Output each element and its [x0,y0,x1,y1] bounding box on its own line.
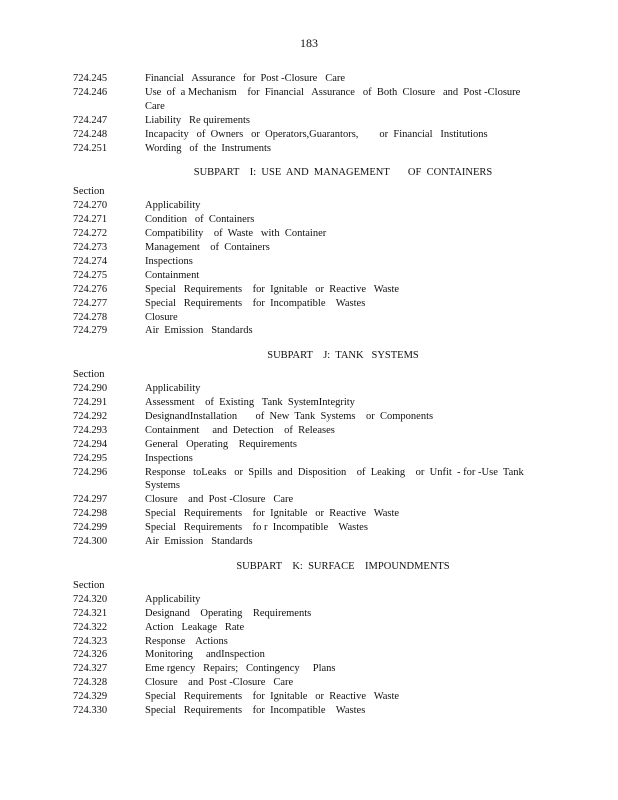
section-number: 724.330 [73,705,108,717]
toc-entry [73,493,533,507]
section-title: Special Requirements for Ignitable or Reactive Waste [145,508,400,520]
section-title: Applicability [145,200,201,212]
toc-entry [73,86,533,114]
toc-entry [73,635,533,649]
toc-entry [73,621,533,635]
section-number: 724.276 [73,283,108,295]
toc-entry [73,466,533,494]
toc-entry [73,311,533,325]
section-number: 724.295 [73,452,108,464]
section-number: 724.278 [73,311,108,323]
section-number: 724.246 [73,86,108,98]
toc-entry [73,438,533,452]
section-title: Inspections [145,452,193,464]
section-number: 724.296 [73,466,108,478]
toc-entry [73,662,533,676]
section-number: 724.277 [73,297,108,309]
toc-entry [73,255,533,269]
toc-entry [73,452,533,466]
section-title: Containment [145,269,200,281]
section-title: Management of Containers [145,241,270,253]
toc-entry [73,227,533,241]
table-of-contents [73,72,533,718]
section-title: Compatibility of Waste with Container [145,228,327,240]
toc-entry [73,283,533,297]
section-number: 724.300 [73,536,108,548]
section-title: Special Requirements for Incompatible Wastes [145,705,366,717]
section-number: 724.297 [73,494,108,506]
section-number: 724.293 [73,424,108,436]
toc-entry [73,72,533,86]
toc-entry [73,507,533,521]
section-number: 724.326 [73,649,108,661]
section-number: 724.248 [73,128,108,140]
toc-entry [73,241,533,255]
toc-entry [73,424,533,438]
toc-entry [73,382,533,396]
section-number: 724.251 [73,142,108,154]
section-title: Closure and Post -Closure Care [145,494,294,506]
section-title: Air Emission Standards [145,536,253,548]
section-title: Condition of Containers [145,214,255,226]
page-number: 183 [300,36,318,50]
section-title: Special Requirements for Incompatible Wastes [145,297,366,309]
section-number: 724.274 [73,255,108,267]
section-title: Special Requirements for Ignitable or Reactive Waste [145,691,400,703]
section-title: Applicability [145,593,201,605]
section-number: 724.321 [73,607,108,619]
toc-entry [73,269,533,283]
section-number: 724.290 [73,383,108,395]
section-title: Liability Re quirements [145,114,250,126]
section-number: 724.292 [73,410,108,422]
section-title: Eme rgency Repairs; Contingency Plans [145,663,336,675]
section-title: Air Emission Standards [145,325,253,337]
section-number: 724.329 [73,691,108,703]
section-title: Response Actions [145,635,228,647]
toc-entry [73,324,533,338]
section-title: Use of a Mechanism for Financial Assurance of Both Closure and Post -Closure Care [145,86,526,112]
toc-entry [73,396,533,410]
toc-entry [73,142,533,156]
section-title: Closure [145,311,178,323]
subpart-heading: SUBPART K: SURFACE IMPOUNDMENTS [236,561,450,572]
section-title: Containment and Detection of Releases [145,424,335,436]
toc-entry [73,607,533,621]
section-number: 724.327 [73,663,108,675]
section-number: 724.245 [73,73,108,84]
section-title: Response toLeaks or Spills and Disposition of Leaking or Unfit - for -Use Tank Systems [145,466,530,492]
section-title: Inspections [145,255,193,267]
toc-entry [73,199,533,213]
section-number: 724.298 [73,508,108,520]
toc-entry [73,535,533,549]
section-number: 724.270 [73,200,108,212]
section-label: Section [73,579,105,591]
toc-entry [73,690,533,704]
section-title: General Operating Requirements [145,438,297,450]
section-number: 724.247 [73,114,108,126]
toc-entry [73,593,533,607]
section-title: Designand Operating Requirements [145,607,312,619]
toc-entry [73,648,533,662]
toc-entry [73,213,533,227]
subpart-heading: SUBPART J: TANK SYSTEMS [267,350,419,362]
section-title: DesignandInstallation of New Tank Systems or Components [145,410,434,422]
section-number: 724.299 [73,522,108,534]
section-number: 724.322 [73,621,108,633]
section-title: Assessment of Existing Tank SystemIntegrity [145,397,355,409]
section-title: Incapacity of Owners or Operators,Guarantors, or Financial Institutions [145,128,488,140]
section-label: Section [73,369,105,381]
section-number: 724.328 [73,677,108,689]
toc-entry [73,297,533,311]
toc-entry [73,128,533,142]
section-title: Wording of the Instruments [145,142,272,154]
section-number: 724.294 [73,438,108,450]
section-number: 724.272 [73,228,108,240]
section-number: 724.271 [73,214,108,226]
section-title: Special Requirements fo r Incompatible Wastes [145,522,368,534]
toc-entry [73,114,533,128]
section-label: Section [73,186,105,198]
toc-entry [73,704,533,718]
section-title: Financial Assurance for Post -Closure Care [145,73,346,84]
section-number: 724.273 [73,241,108,253]
section-title: Applicability [145,383,201,395]
toc-entry [73,410,533,424]
section-title: Monitoring andInspection [145,649,265,661]
section-number: 724.279 [73,325,108,337]
toc-entry [73,676,533,690]
section-title: Special Requirements for Ignitable or Reactive Waste [145,283,400,295]
toc-entry [73,521,533,535]
section-number: 724.291 [73,397,108,409]
section-title: Action Leakage Rate [145,621,245,633]
section-number: 724.275 [73,269,108,281]
section-title: Closure and Post -Closure Care [145,677,294,689]
section-number: 724.323 [73,635,108,647]
subpart-heading: SUBPART I: USE AND MANAGEMENT OF CONTAINERS [193,167,493,179]
section-number: 724.320 [73,593,108,605]
